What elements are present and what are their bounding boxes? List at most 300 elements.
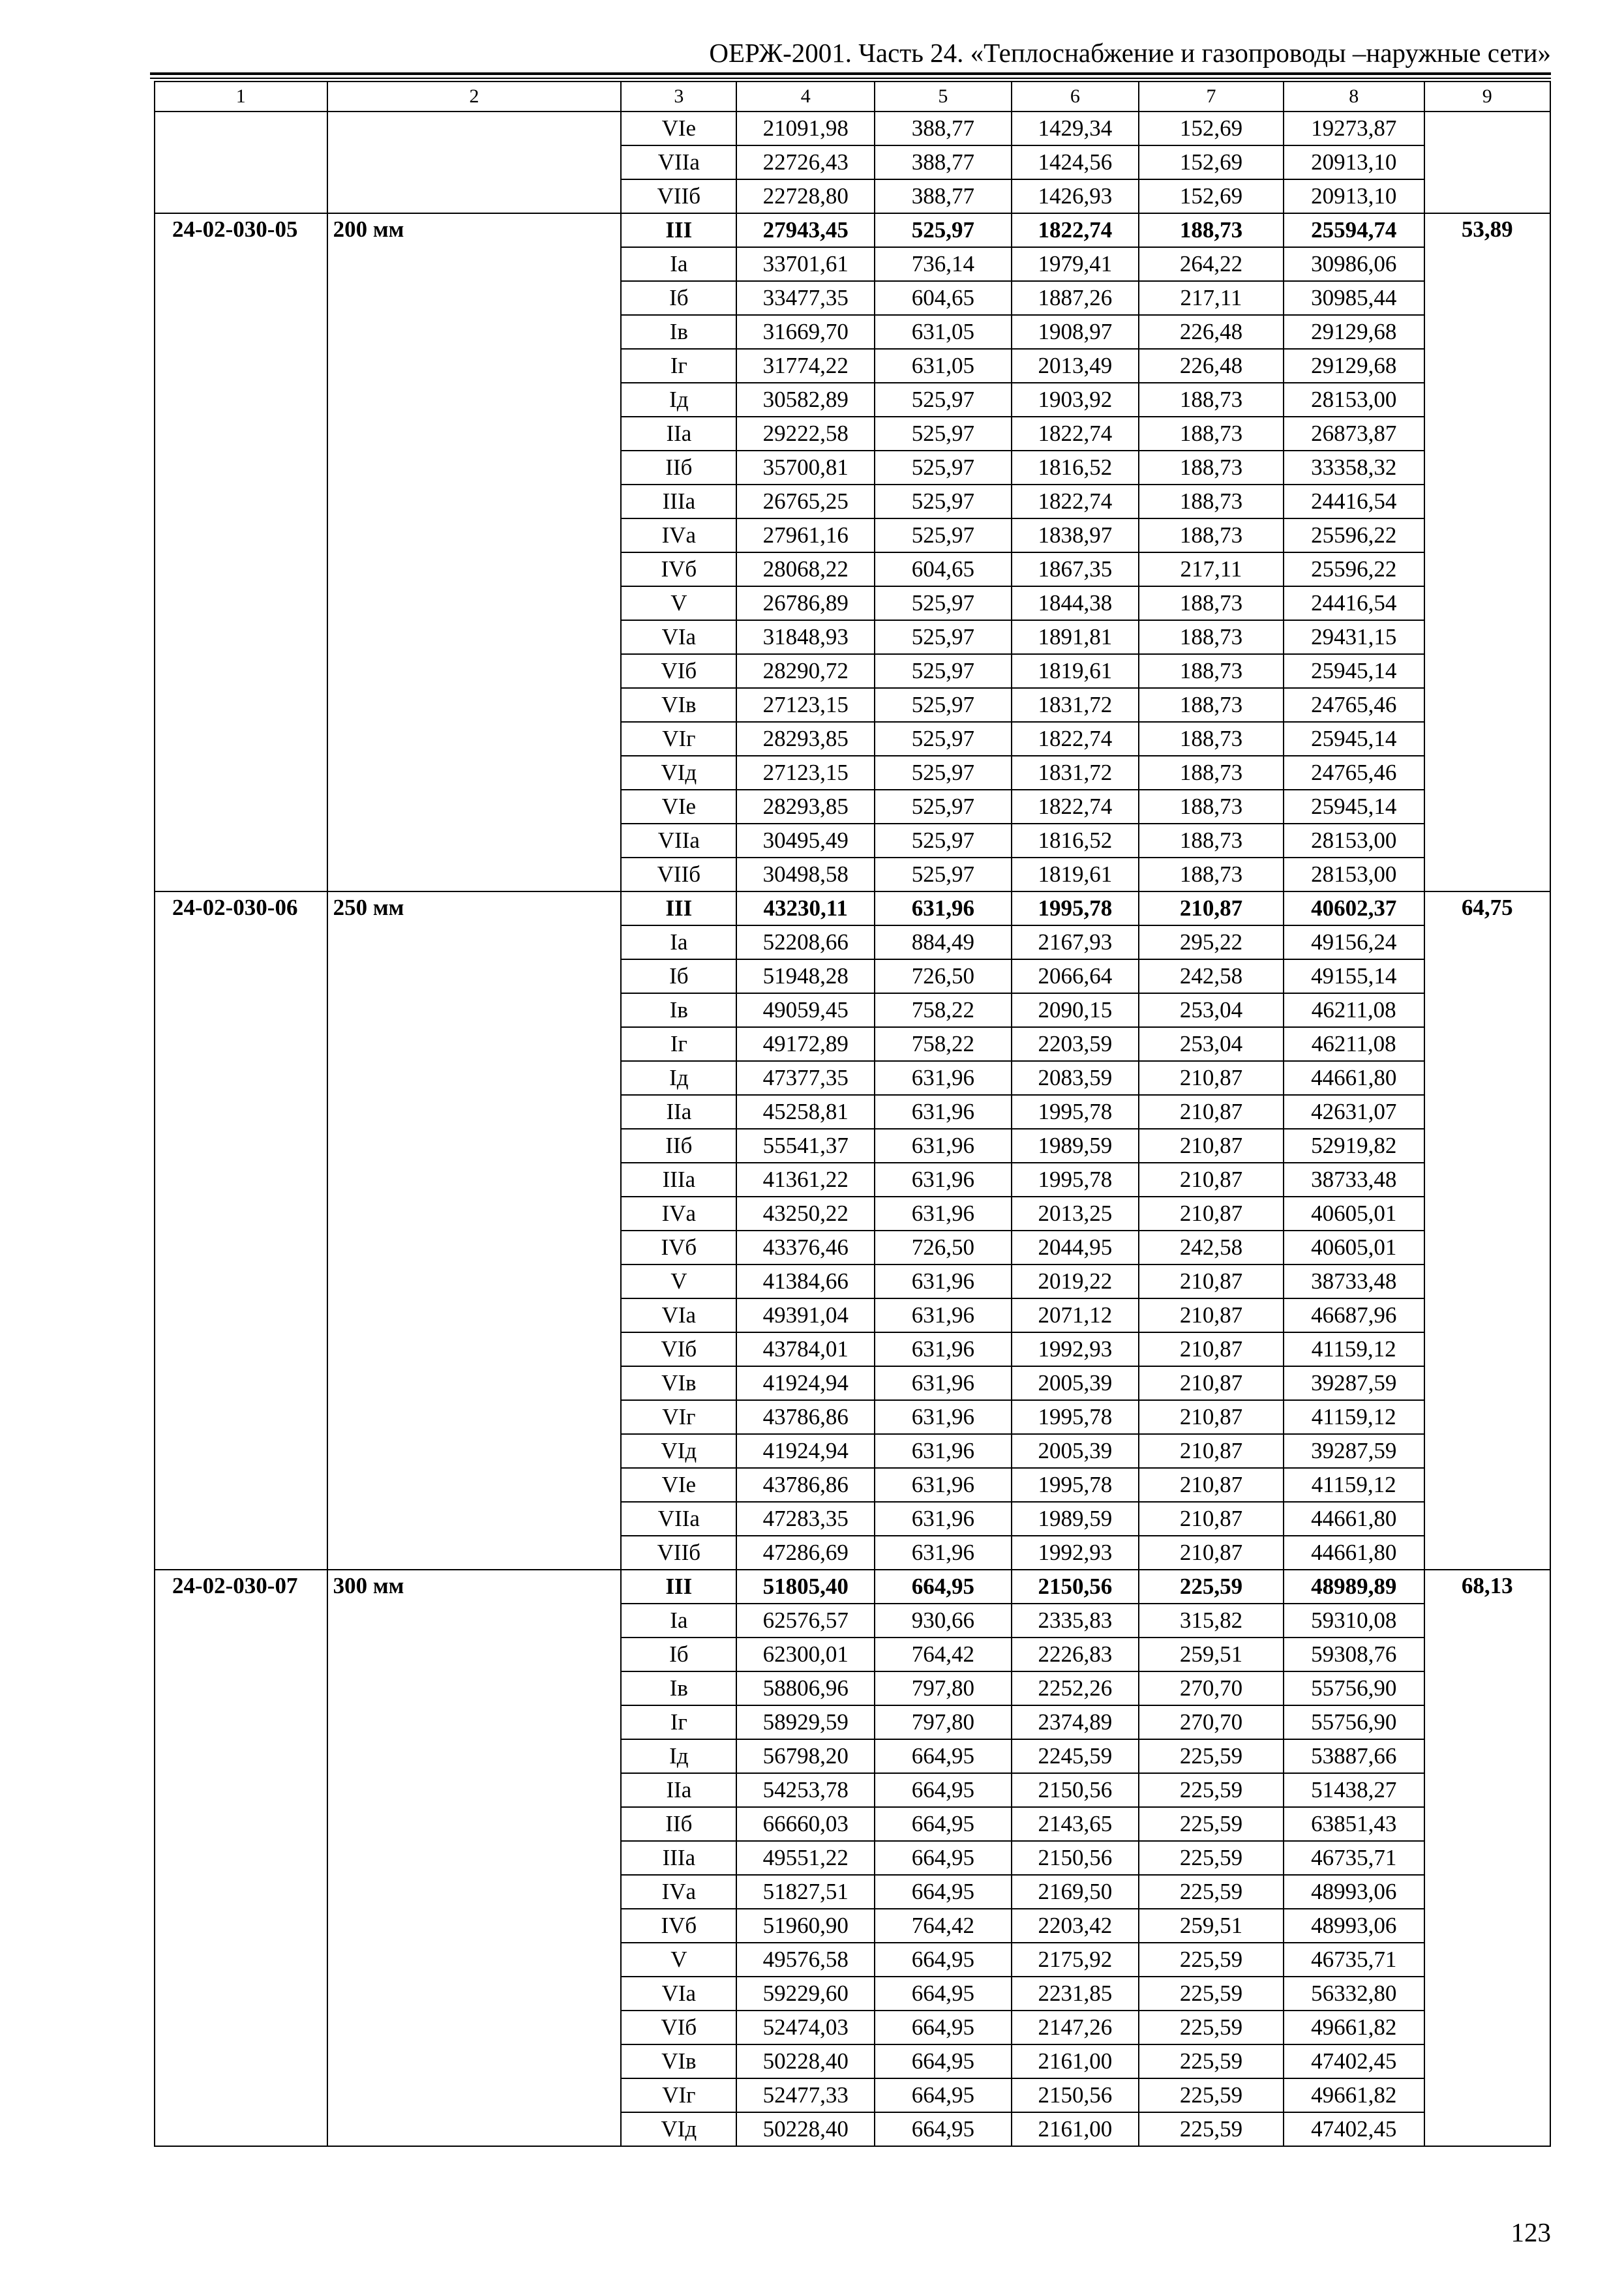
value-cell: 59310,08 (1284, 1604, 1424, 1638)
value-cell: 25945,14 (1284, 722, 1424, 756)
value-cell: 188,73 (1139, 790, 1284, 824)
value-cell: 188,73 (1139, 213, 1284, 247)
value-cell: 188,73 (1139, 586, 1284, 620)
value-cell: 1995,78 (1012, 1468, 1139, 1502)
value-cell: 51948,28 (736, 959, 875, 993)
value-cell: 225,59 (1139, 1739, 1284, 1773)
category-cell: IVб (621, 1909, 736, 1943)
item-code-cell: 24-02-030-05 (155, 213, 327, 891)
column-header: 6 (1012, 82, 1139, 112)
value-cell: 631,96 (875, 1129, 1012, 1163)
value-cell: 29222,58 (736, 417, 875, 451)
value-cell: 1831,72 (1012, 756, 1139, 790)
value-cell: 217,11 (1139, 281, 1284, 315)
value-cell: 2019,22 (1012, 1264, 1139, 1298)
column-header: 4 (736, 82, 875, 112)
value-cell: 39287,59 (1284, 1366, 1424, 1400)
value-cell: 25596,22 (1284, 518, 1424, 552)
value-cell: 28153,00 (1284, 383, 1424, 417)
value-cell: 242,58 (1139, 1231, 1284, 1264)
value-cell: 188,73 (1139, 383, 1284, 417)
value-cell: 30582,89 (736, 383, 875, 417)
value-cell: 253,04 (1139, 993, 1284, 1027)
value-cell: 2150,56 (1012, 1773, 1139, 1807)
column-header: 2 (327, 82, 622, 112)
value-cell: 1822,74 (1012, 790, 1139, 824)
value-cell: 225,59 (1139, 1977, 1284, 2011)
value-cell: 24765,46 (1284, 688, 1424, 722)
value-cell: 225,59 (1139, 1875, 1284, 1909)
value-cell: 664,95 (875, 1807, 1012, 1841)
category-cell: IVб (621, 552, 736, 586)
value-cell: 43784,01 (736, 1332, 875, 1366)
category-cell: IVа (621, 1875, 736, 1909)
col9-value-cell: 53,89 (1424, 213, 1550, 891)
value-cell: 35700,81 (736, 451, 875, 485)
value-cell: 2005,39 (1012, 1434, 1139, 1468)
value-cell: 46687,96 (1284, 1298, 1424, 1332)
value-cell: 41159,12 (1284, 1400, 1424, 1434)
value-cell: 884,49 (875, 925, 1012, 959)
value-cell: 210,87 (1139, 1264, 1284, 1298)
value-cell: 25594,74 (1284, 213, 1424, 247)
value-cell: 38733,48 (1284, 1163, 1424, 1197)
value-cell: 47377,35 (736, 1061, 875, 1095)
value-cell: 225,59 (1139, 2112, 1284, 2146)
value-cell: 2167,93 (1012, 925, 1139, 959)
value-cell: 52919,82 (1284, 1129, 1424, 1163)
category-cell: IIIа (621, 485, 736, 518)
value-cell: 188,73 (1139, 518, 1284, 552)
value-cell: 664,95 (875, 1739, 1012, 1773)
category-cell: Iг (621, 1027, 736, 1061)
category-cell: Iб (621, 959, 736, 993)
value-cell: 764,42 (875, 1909, 1012, 1943)
value-cell: 217,11 (1139, 552, 1284, 586)
value-cell: 1891,81 (1012, 620, 1139, 654)
col9-value-cell (1424, 112, 1550, 213)
value-cell: 525,97 (875, 688, 1012, 722)
category-cell: VIд (621, 1434, 736, 1468)
value-cell: 225,59 (1139, 2044, 1284, 2078)
value-cell: 1831,72 (1012, 688, 1139, 722)
value-cell: 270,70 (1139, 1705, 1284, 1739)
value-cell: 631,96 (875, 1468, 1012, 1502)
value-cell: 44661,80 (1284, 1061, 1424, 1095)
value-cell: 1844,38 (1012, 586, 1139, 620)
value-cell: 1887,26 (1012, 281, 1139, 315)
value-cell: 66660,03 (736, 1807, 875, 1841)
value-cell: 43250,22 (736, 1197, 875, 1231)
value-cell: 664,95 (875, 1875, 1012, 1909)
category-cell: III (621, 1570, 736, 1604)
category-cell: IIа (621, 417, 736, 451)
diameter-cell: 300 мм (327, 1570, 622, 2146)
value-cell: 525,97 (875, 383, 1012, 417)
value-cell: 188,73 (1139, 485, 1284, 518)
value-cell: 49551,22 (736, 1841, 875, 1875)
value-cell: 225,59 (1139, 2011, 1284, 2044)
value-cell: 631,96 (875, 891, 1012, 925)
value-cell: 388,77 (875, 145, 1012, 179)
category-cell: Iб (621, 281, 736, 315)
category-cell: VIа (621, 1977, 736, 2011)
category-cell: Iг (621, 349, 736, 383)
value-cell: 48993,06 (1284, 1875, 1424, 1909)
value-cell: 525,97 (875, 722, 1012, 756)
category-cell: Iб (621, 1638, 736, 1671)
value-cell: 1867,35 (1012, 552, 1139, 586)
category-cell: VIIа (621, 1502, 736, 1536)
value-cell: 631,96 (875, 1400, 1012, 1434)
value-cell: 2150,56 (1012, 1841, 1139, 1875)
value-cell: 2245,59 (1012, 1739, 1139, 1773)
value-cell: 26873,87 (1284, 417, 1424, 451)
value-cell: 49059,45 (736, 993, 875, 1027)
value-cell: 226,48 (1139, 349, 1284, 383)
value-cell: 51827,51 (736, 1875, 875, 1909)
value-cell: 664,95 (875, 2044, 1012, 2078)
value-cell: 664,95 (875, 2078, 1012, 2112)
column-header: 3 (621, 82, 736, 112)
category-cell: VIе (621, 790, 736, 824)
item-code-cell (155, 112, 327, 213)
value-cell: 1424,56 (1012, 145, 1139, 179)
value-cell: 41159,12 (1284, 1332, 1424, 1366)
table-header-row (155, 82, 1550, 112)
value-cell: 52208,66 (736, 925, 875, 959)
value-cell: 52474,03 (736, 2011, 875, 2044)
value-cell: 2161,00 (1012, 2112, 1139, 2146)
value-cell: 210,87 (1139, 1197, 1284, 1231)
value-cell: 28153,00 (1284, 824, 1424, 858)
value-cell: 28153,00 (1284, 858, 1424, 891)
value-cell: 49172,89 (736, 1027, 875, 1061)
value-cell: 726,50 (875, 959, 1012, 993)
value-cell: 188,73 (1139, 722, 1284, 756)
value-cell: 188,73 (1139, 654, 1284, 688)
value-cell: 46211,08 (1284, 1027, 1424, 1061)
value-cell: 2252,26 (1012, 1671, 1139, 1705)
value-cell: 1995,78 (1012, 891, 1139, 925)
value-cell: 188,73 (1139, 417, 1284, 451)
value-cell: 1819,61 (1012, 858, 1139, 891)
value-cell: 525,97 (875, 858, 1012, 891)
value-cell: 1903,92 (1012, 383, 1139, 417)
value-cell: 736,14 (875, 247, 1012, 281)
value-cell: 525,97 (875, 790, 1012, 824)
value-cell: 210,87 (1139, 1298, 1284, 1332)
category-cell: Iв (621, 1671, 736, 1705)
category-cell: VIе (621, 1468, 736, 1502)
category-cell: IIIа (621, 1841, 736, 1875)
col9-value-cell: 64,75 (1424, 891, 1550, 1570)
category-cell: VIв (621, 1366, 736, 1400)
page-header-title: ОЕРЖ-2001. Часть 24. «Теплоснабжение и газопроводы –наружные сети» (709, 38, 1551, 68)
value-cell: 21091,98 (736, 112, 875, 145)
value-cell: 210,87 (1139, 1332, 1284, 1366)
value-cell: 1979,41 (1012, 247, 1139, 281)
value-cell: 49661,82 (1284, 2011, 1424, 2044)
value-cell: 27123,15 (736, 688, 875, 722)
value-cell: 43786,86 (736, 1468, 875, 1502)
value-cell: 525,97 (875, 213, 1012, 247)
value-cell: 46735,71 (1284, 1943, 1424, 1977)
value-cell: 225,59 (1139, 1841, 1284, 1875)
value-cell: 30985,44 (1284, 281, 1424, 315)
category-cell: Iа (621, 247, 736, 281)
category-cell: VIа (621, 620, 736, 654)
column-header: 5 (875, 82, 1012, 112)
diameter-cell: 250 мм (327, 891, 622, 1570)
value-cell: 48989,89 (1284, 1570, 1424, 1604)
value-cell: 26786,89 (736, 586, 875, 620)
value-cell: 525,97 (875, 518, 1012, 552)
value-cell: 1822,74 (1012, 722, 1139, 756)
value-cell: 2150,56 (1012, 2078, 1139, 2112)
diameter-cell (327, 112, 622, 213)
category-cell: Iд (621, 1739, 736, 1773)
value-cell: 2013,25 (1012, 1197, 1139, 1231)
value-cell: 2203,42 (1012, 1909, 1139, 1943)
value-cell: 225,59 (1139, 1807, 1284, 1841)
value-cell: 295,22 (1139, 925, 1284, 959)
value-cell: 49661,82 (1284, 2078, 1424, 2112)
value-cell: 664,95 (875, 1943, 1012, 1977)
category-cell: VIв (621, 688, 736, 722)
value-cell: 31848,93 (736, 620, 875, 654)
category-cell: IIIа (621, 1163, 736, 1197)
value-cell: 41361,22 (736, 1163, 875, 1197)
value-cell: 764,42 (875, 1638, 1012, 1671)
category-cell: VIг (621, 2078, 736, 2112)
value-cell: 40605,01 (1284, 1231, 1424, 1264)
value-cell: 2071,12 (1012, 1298, 1139, 1332)
value-cell: 29129,68 (1284, 315, 1424, 349)
value-cell: 210,87 (1139, 1434, 1284, 1468)
value-cell: 253,04 (1139, 1027, 1284, 1061)
value-cell: 25945,14 (1284, 654, 1424, 688)
value-cell: 29431,15 (1284, 620, 1424, 654)
value-cell: 30495,49 (736, 824, 875, 858)
category-cell: VIа (621, 1298, 736, 1332)
value-cell: 41159,12 (1284, 1468, 1424, 1502)
value-cell: 631,96 (875, 1163, 1012, 1197)
value-cell: 631,96 (875, 1332, 1012, 1366)
value-cell: 33477,35 (736, 281, 875, 315)
item-code-cell: 24-02-030-06 (155, 891, 327, 1570)
value-cell: 210,87 (1139, 1095, 1284, 1129)
category-cell: Iв (621, 315, 736, 349)
value-cell: 40602,37 (1284, 891, 1424, 925)
column-header: 1 (155, 82, 327, 112)
category-cell: VIв (621, 2044, 736, 2078)
value-cell: 33701,61 (736, 247, 875, 281)
value-cell: 631,96 (875, 1502, 1012, 1536)
value-cell: 797,80 (875, 1705, 1012, 1739)
value-cell: 188,73 (1139, 858, 1284, 891)
value-cell: 2143,65 (1012, 1807, 1139, 1841)
value-cell: 2147,26 (1012, 2011, 1139, 2044)
value-cell: 44661,80 (1284, 1502, 1424, 1536)
category-cell: Iв (621, 993, 736, 1027)
value-cell: 631,96 (875, 1095, 1012, 1129)
category-cell: VIе (621, 112, 736, 145)
value-cell: 20913,10 (1284, 179, 1424, 213)
table-row (155, 213, 1550, 247)
category-cell: VIд (621, 756, 736, 790)
category-cell: VIIа (621, 824, 736, 858)
value-cell: 47283,35 (736, 1502, 875, 1536)
value-cell: 27123,15 (736, 756, 875, 790)
value-cell: 1822,74 (1012, 485, 1139, 518)
value-cell: 188,73 (1139, 688, 1284, 722)
category-cell: IVа (621, 1197, 736, 1231)
value-cell: 49576,58 (736, 1943, 875, 1977)
value-cell: 631,96 (875, 1298, 1012, 1332)
value-cell: 1838,97 (1012, 518, 1139, 552)
value-cell: 2083,59 (1012, 1061, 1139, 1095)
value-cell: 1995,78 (1012, 1163, 1139, 1197)
value-cell: 54253,78 (736, 1773, 875, 1807)
value-cell: 62576,57 (736, 1604, 875, 1638)
value-cell: 797,80 (875, 1671, 1012, 1705)
value-cell: 62300,01 (736, 1638, 875, 1671)
value-cell: 1822,74 (1012, 417, 1139, 451)
value-cell: 50228,40 (736, 2044, 875, 2078)
value-cell: 52477,33 (736, 2078, 875, 2112)
value-cell: 51438,27 (1284, 1773, 1424, 1807)
value-cell: 27943,45 (736, 213, 875, 247)
category-cell: Iа (621, 925, 736, 959)
value-cell: 210,87 (1139, 1129, 1284, 1163)
value-cell: 55756,90 (1284, 1705, 1424, 1739)
value-cell: 2066,64 (1012, 959, 1139, 993)
value-cell: 27961,16 (736, 518, 875, 552)
value-cell: 1822,74 (1012, 213, 1139, 247)
value-cell: 525,97 (875, 451, 1012, 485)
value-cell: 631,05 (875, 349, 1012, 383)
category-cell: V (621, 1264, 736, 1298)
value-cell: 1426,93 (1012, 179, 1139, 213)
value-cell: 24416,54 (1284, 485, 1424, 518)
category-cell: VIIб (621, 858, 736, 891)
value-cell: 525,97 (875, 654, 1012, 688)
value-cell: 29129,68 (1284, 349, 1424, 383)
value-cell: 63851,43 (1284, 1807, 1424, 1841)
value-cell: 664,95 (875, 1977, 1012, 2011)
value-cell: 31669,70 (736, 315, 875, 349)
value-cell: 2175,92 (1012, 1943, 1139, 1977)
value-cell: 39287,59 (1284, 1434, 1424, 1468)
value-cell: 53887,66 (1284, 1739, 1424, 1773)
value-cell: 2005,39 (1012, 1366, 1139, 1400)
value-cell: 758,22 (875, 993, 1012, 1027)
category-cell: Iг (621, 1705, 736, 1739)
page-number: 123 (1511, 2217, 1551, 2247)
value-cell: 43786,86 (736, 1400, 875, 1434)
category-cell: IIа (621, 1773, 736, 1807)
value-cell: 2161,00 (1012, 2044, 1139, 2078)
value-cell: 45258,81 (736, 1095, 875, 1129)
value-cell: 2150,56 (1012, 1570, 1139, 1604)
header-rule-thin (150, 78, 1551, 79)
value-cell: 33358,32 (1284, 451, 1424, 485)
column-header: 8 (1284, 82, 1424, 112)
category-cell: Iд (621, 383, 736, 417)
value-cell: 726,50 (875, 1231, 1012, 1264)
value-cell: 631,96 (875, 1536, 1012, 1570)
value-cell: 43376,46 (736, 1231, 875, 1264)
category-cell: VIIб (621, 1536, 736, 1570)
value-cell: 664,95 (875, 1841, 1012, 1875)
value-cell: 210,87 (1139, 1400, 1284, 1434)
value-cell: 631,96 (875, 1197, 1012, 1231)
category-cell: V (621, 1943, 736, 1977)
value-cell: 225,59 (1139, 1773, 1284, 1807)
value-cell: 28068,22 (736, 552, 875, 586)
value-cell: 631,96 (875, 1264, 1012, 1298)
value-cell: 525,97 (875, 485, 1012, 518)
value-cell: 525,97 (875, 417, 1012, 451)
value-cell: 1992,93 (1012, 1332, 1139, 1366)
value-cell: 1908,97 (1012, 315, 1139, 349)
value-cell: 24416,54 (1284, 586, 1424, 620)
diameter-cell: 200 мм (327, 213, 622, 891)
value-cell: 19273,87 (1284, 112, 1424, 145)
category-cell: VIд (621, 2112, 736, 2146)
table-row (155, 112, 1550, 145)
value-cell: 210,87 (1139, 1468, 1284, 1502)
value-cell: 28293,85 (736, 790, 875, 824)
value-cell: 2231,85 (1012, 1977, 1139, 2011)
category-cell: IIб (621, 1807, 736, 1841)
col9-value-cell: 68,13 (1424, 1570, 1550, 2146)
value-cell: 59229,60 (736, 1977, 875, 2011)
value-cell: 264,22 (1139, 247, 1284, 281)
value-cell: 49156,24 (1284, 925, 1424, 959)
value-cell: 31774,22 (736, 349, 875, 383)
value-cell: 388,77 (875, 112, 1012, 145)
value-cell: 525,97 (875, 756, 1012, 790)
value-cell: 41384,66 (736, 1264, 875, 1298)
value-cell: 188,73 (1139, 824, 1284, 858)
category-cell: IIб (621, 451, 736, 485)
value-cell: 1989,59 (1012, 1129, 1139, 1163)
column-header: 7 (1139, 82, 1284, 112)
value-cell: 22728,80 (736, 179, 875, 213)
value-cell: 30986,06 (1284, 247, 1424, 281)
value-cell: 152,69 (1139, 145, 1284, 179)
value-cell: 210,87 (1139, 1163, 1284, 1197)
category-cell: VIг (621, 722, 736, 756)
value-cell: 525,97 (875, 824, 1012, 858)
value-cell: 48993,06 (1284, 1909, 1424, 1943)
value-cell: 188,73 (1139, 451, 1284, 485)
value-cell: 225,59 (1139, 2078, 1284, 2112)
value-cell: 388,77 (875, 179, 1012, 213)
category-cell: VIIа (621, 145, 736, 179)
value-cell: 30498,58 (736, 858, 875, 891)
value-cell: 1989,59 (1012, 1502, 1139, 1536)
value-cell: 2169,50 (1012, 1875, 1139, 1909)
value-cell: 50228,40 (736, 2112, 875, 2146)
category-cell: VIб (621, 654, 736, 688)
value-cell: 1816,52 (1012, 824, 1139, 858)
value-cell: 20913,10 (1284, 145, 1424, 179)
value-cell: 631,96 (875, 1061, 1012, 1095)
value-cell: 47402,45 (1284, 2044, 1424, 2078)
